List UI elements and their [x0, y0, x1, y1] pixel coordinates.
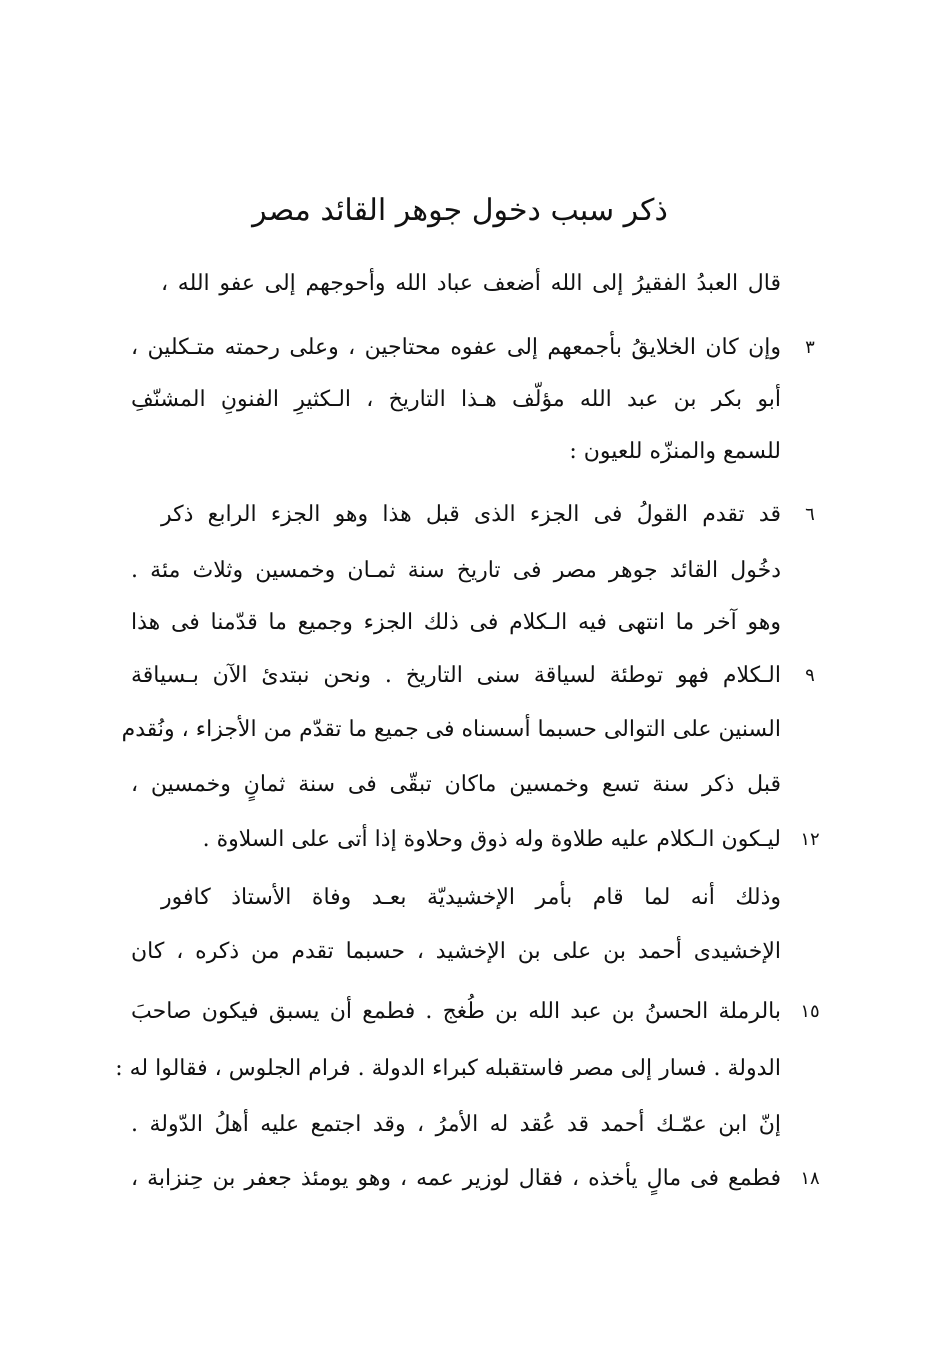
text-line: ليـكون الـكلام عليه طلاوة وله ذوق وحلاوة إذا أتى على السلاوة . [202, 827, 781, 852]
text-line: الإخشيدى أحمد بن على بن الإخشيد ، حسبما تقدم من ذكره ، كان [131, 939, 781, 964]
text-line: فطمع فى مالٍ يأخذه ، فقال لوزير عمه ، وهو يومئذ جعفر بن حِنزابة ، [131, 1166, 781, 1191]
line-number: ١٥ [800, 1001, 820, 1022]
text-line: للسمع والمنزّه للعيون : [569, 439, 781, 464]
text-line: وهو آخر ما انتهى فيه الـكلام فى ذلك الجزء وجميع ما قدّمنا فى هذا [131, 610, 781, 635]
text-line: وذلك أنه لما قام بأمر الإخشيديّة بعـد وفاة الأستاذ كافور [161, 885, 781, 910]
text-line: قبل ذكر سنة تسع وخمسين ماكان تبقّى فى سنة ثمانٍ وخمسين ، [131, 772, 781, 797]
text-line: قال العبدُ الفقيرُ إلى الله أضعف عباد الله وأحوجهم إلى عفو الله ، [161, 271, 781, 296]
line-number: ٣ [805, 337, 815, 358]
text-line: الـكلام فهو توطئة لسياقة سنى التاريخ . ونحن نبتدئ الآن بـسياقة [131, 663, 781, 688]
text-line: بالرملة الحسنُ بن عبد الله بن طُغج . فطمع أن يسبق فيكون صاحبَ [131, 999, 781, 1024]
line-number: ١٨ [800, 1168, 820, 1189]
section-heading: ذكر سبب دخول جوهر القائد مصر [252, 193, 668, 228]
text-line: الدولة . فسار إلى مصر فاستقبله كبراء الدولة . فرام الجلوس ، فقالوا له : [115, 1056, 781, 1081]
text-line: أبو بكر بن عبد الله مؤلّف هـذا التاريخ ، الـكثيرِ الفنونِ المشنّفِ [131, 387, 781, 412]
text-line: إنّ ابن عمّـك أحمد قد عُقد له الأمرُ ، وقد اجتمع عليه أهلُ الدّولة . [131, 1112, 781, 1137]
text-line: السنين على التوالى حسبما أسسناه فى جميع ما تقدّم من الأجزاء ، ونُقدم [121, 717, 781, 742]
line-number: ٦ [805, 504, 815, 525]
text-line: دخُول القائد جوهر مصر فى تاريخ سنة ثمـان وخمسين وثلاث مئة . [131, 558, 781, 583]
text-line: قد تقدم القولُ فى الجزء الذى قبل هذا وهو الجزء الرابع ذكر [161, 502, 781, 527]
line-number: ٩ [805, 665, 815, 686]
text-line: وإن كان الخلايقُ بأجمعهم إلى عفوه محتاجين ، وعلى رحمته متـكلين ، [131, 335, 781, 360]
line-number: ١٢ [800, 829, 820, 850]
